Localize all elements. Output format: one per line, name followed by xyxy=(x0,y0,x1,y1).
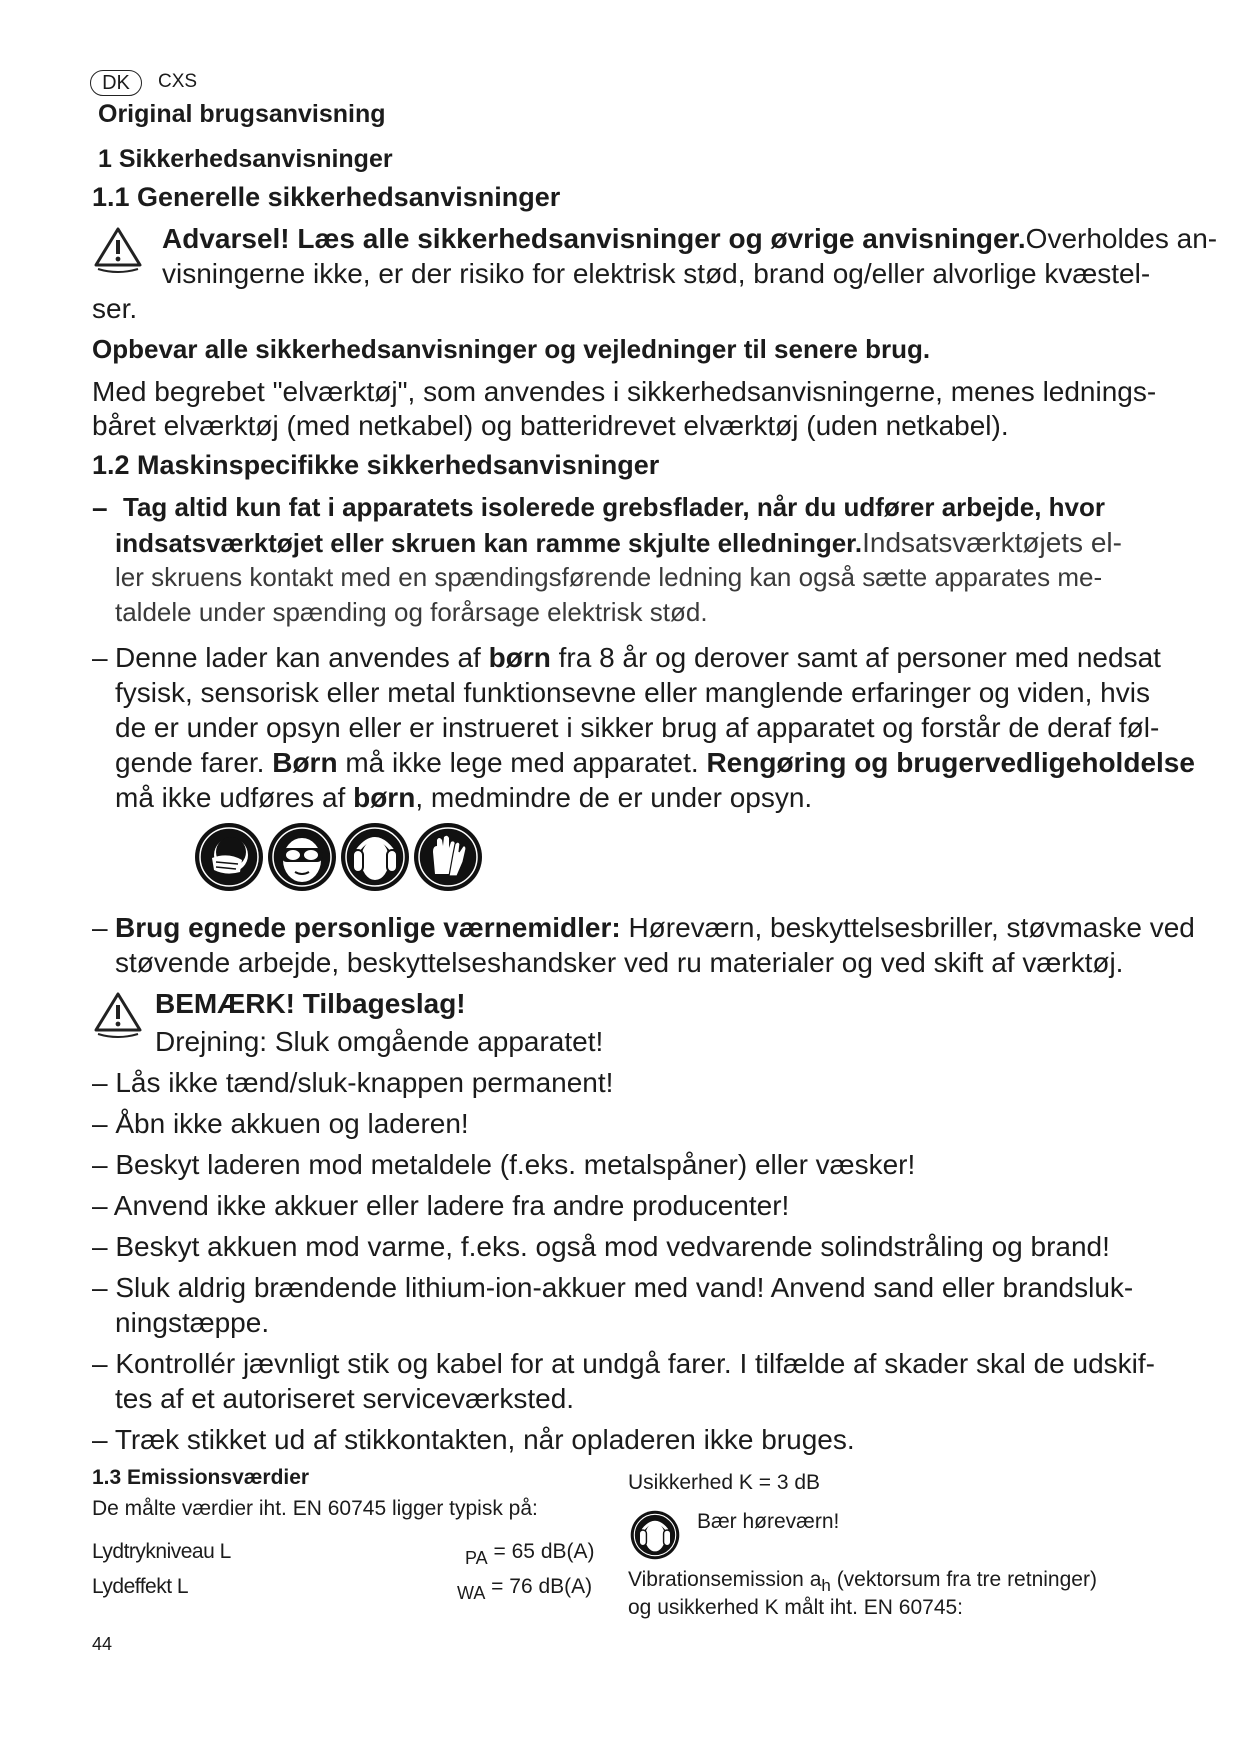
list-item-lock: – Lås ikke tænd/sluk-knappen permanent! xyxy=(92,1067,614,1098)
list-item-open: – Åbn ikke akkuen og laderen! xyxy=(92,1108,469,1139)
children-line-5 xyxy=(115,780,812,815)
grip-dash: – xyxy=(92,492,108,523)
children-line-1 xyxy=(115,640,1161,675)
list-item-unplug: – Træk stikket ud af stikkontakten, når opladeren ikke bruges. xyxy=(92,1424,855,1455)
list-item-heat: – Beskyt akkuen mod varme, f.eks. også mod vedvarende solindstråling og brand! xyxy=(92,1231,1110,1262)
warning-rest: Overholdes an- xyxy=(1025,223,1218,254)
children-bold-4b: Børn xyxy=(272,747,338,778)
section-1-2-heading: 1.2 Maskinspecifikke sikkerhedsanvisninger xyxy=(92,450,660,480)
ppe-bold: Brug egnede personlige værnemidler: xyxy=(115,912,621,943)
emission-row-pressure-label: Lydtrykniveau L xyxy=(92,1540,231,1563)
kickback-title: BEMÆRK! Tilbageslag! xyxy=(155,988,466,1019)
emission-sub-wa: WA xyxy=(457,1583,486,1603)
children-text-5a: må ikke udføres af xyxy=(115,782,354,813)
dust-mask-icon xyxy=(194,822,264,892)
emission-row-power-value xyxy=(457,1575,592,1604)
children-text-1c: fra 8 år og derover samt af personer med nedsat xyxy=(550,642,1161,673)
warning-triangle-icon xyxy=(92,225,144,273)
children-line-3: de er under opsyn eller er instrueret i sikker brug af apparatet og forstår de deraf føl- xyxy=(115,712,1160,743)
grip-bold-2: indsatsværktøjet eller skruen kan ramme skjulte elledninger. xyxy=(115,528,863,558)
definition-line-2: båret elværktøj (med netkabel) og batteridrevet elværktøj (uden netkabel). xyxy=(92,410,1009,441)
warning-line-1 xyxy=(162,221,1217,256)
warning-triangle-icon-2 xyxy=(92,990,144,1038)
vibration-line-2: og usikkerhed K målt iht. EN 60745: xyxy=(628,1596,964,1619)
uncertainty: Usikkerhed K = 3 dB xyxy=(628,1471,821,1494)
country-badge xyxy=(90,70,142,96)
grip-bold-line-1: Tag altid kun fat i apparatets isolerede grebsflader, når du udfører arbejde, hvor xyxy=(123,492,1105,522)
country-code: DK xyxy=(102,72,130,94)
warning-line-2: visningerne ikke, er der risiko for elektrisk stød, brand og/eller alvorlige kvæstel- xyxy=(162,258,1151,289)
vibration-line-1 xyxy=(628,1568,1097,1596)
emission-sub-pa: PA xyxy=(465,1548,488,1568)
list-item-lithium-1: – Sluk aldrig brændende lithium-ion-akkuer med vand! Anvend sand eller brandsluk- xyxy=(92,1272,1134,1303)
children-bold-5b: børn xyxy=(353,782,416,813)
grip-line-4: taldele under spænding og forårsage elektrisk stød. xyxy=(115,597,708,627)
grip-rest-2: Indsatsværktøjets el- xyxy=(862,527,1122,558)
emission-value-pa: = 65 dB(A) xyxy=(487,1540,595,1563)
children-dash: – xyxy=(92,642,108,673)
children-bold-4d: Rengøring og brugervedligeholdelse xyxy=(706,747,1195,778)
grip-line-2 xyxy=(115,525,1122,561)
emission-value-wa: = 76 dB(A) xyxy=(485,1575,593,1598)
wear-hearing-protection: Bær høreværn! xyxy=(697,1510,840,1533)
children-text-1a: Denne lader kan anvendes af xyxy=(115,642,489,673)
section-1-1-heading: 1.1 Generelle sikkerhedsanvisninger xyxy=(92,182,561,212)
emissions-intro: De målte værdier iht. EN 60745 ligger typisk på: xyxy=(92,1497,538,1520)
children-text-5c: , medmindre de er under opsyn. xyxy=(415,782,813,813)
list-item-metal: – Beskyt laderen mod metaldele (f.eks. metalspåner) eller væsker! xyxy=(92,1149,916,1180)
definition-line-1: Med begrebet "elværktøj", som anvendes i sikkerhedsanvisningerne, menes lednings- xyxy=(92,376,1157,407)
children-text-4c: må ikke lege med apparatet. xyxy=(337,747,707,778)
list-item-check-1: – Kontrollér jævnligt stik og kabel for at undgå farer. I tilfælde af skader skal de udskif- xyxy=(92,1348,1155,1379)
ppe-dash: – xyxy=(92,912,108,943)
grip-line-3: ler skruens kontakt med en spændingsførende ledning kan også sætte apparates me- xyxy=(115,562,1103,592)
list-item-lithium-2: ningstæppe. xyxy=(115,1307,270,1338)
section-1-3-heading: 1.3 Emissionsværdier xyxy=(92,1466,310,1489)
ppe-rest: Høreværn, beskyttelsesbriller, støvmaske ved xyxy=(620,912,1195,943)
children-line-2: fysisk, sensorisk eller metal funktionsevne eller manglende erfaringer og viden, hvis xyxy=(115,677,1150,708)
ear-protection-icon xyxy=(340,822,410,892)
model-name: CXS xyxy=(158,71,198,92)
ear-protection-icon-small xyxy=(630,1510,680,1560)
warning-bold: Advarsel! Læs alle sikkerhedsanvisninger og øvrige anvisninger. xyxy=(162,223,1026,254)
vibration-sub-h: h xyxy=(821,1576,831,1595)
gloves-icon xyxy=(413,822,483,892)
children-text-4a: gende farer. xyxy=(115,747,273,778)
emission-row-pressure-value xyxy=(465,1540,595,1569)
vibration-text-b: (vektorsum fra tre retninger) xyxy=(830,1568,1097,1591)
keep-instructions: Opbevar alle sikkerhedsanvisninger og vejledninger til senere brug. xyxy=(92,334,931,364)
section-1-heading: 1 Sikkerhedsanvisninger xyxy=(98,145,393,173)
ppe-line-1 xyxy=(115,910,1195,945)
children-bold-1: børn xyxy=(488,642,551,673)
safety-goggles-icon xyxy=(267,822,337,892)
kickback-text: Drejning: Sluk omgående apparatet! xyxy=(155,1026,604,1057)
vibration-text-a: Vibrationsemission a xyxy=(628,1568,822,1591)
children-line-4 xyxy=(115,745,1195,780)
emission-row-power-label: Lydeffekt L xyxy=(92,1575,189,1598)
doc-title: Original brugsanvisning xyxy=(98,100,386,128)
list-item-producers: – Anvend ikke akkuer eller ladere fra andre producenter! xyxy=(92,1190,790,1221)
ppe-line-2: støvende arbejde, beskyttelseshandsker ved ru materialer og ved skift af værktøj. xyxy=(115,947,1124,978)
list-item-check-2: tes af et autoriseret serviceværksted. xyxy=(115,1383,575,1414)
warning-line-3: ser. xyxy=(92,293,138,324)
page-number: 44 xyxy=(92,1634,113,1654)
